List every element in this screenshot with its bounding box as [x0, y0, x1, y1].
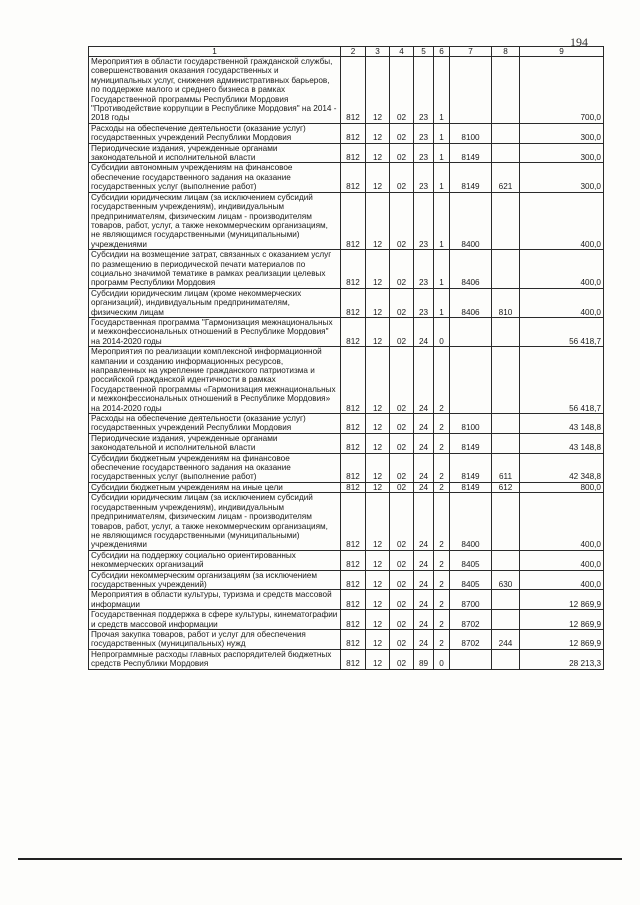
code-target-item: 8700 — [450, 590, 492, 610]
amount: 400,0 — [520, 250, 604, 289]
code-subprogram: 1 — [434, 192, 450, 249]
code-expense-type — [492, 610, 520, 630]
amount: 12 869,9 — [520, 590, 604, 610]
code-subsection: 02 — [390, 250, 414, 289]
code-section: 12 — [366, 57, 390, 124]
amount: 400,0 — [520, 570, 604, 590]
amount: 300,0 — [520, 143, 604, 163]
code-section: 12 — [366, 649, 390, 669]
code-section: 12 — [366, 163, 390, 192]
table-row — [89, 590, 604, 610]
code-target-item — [450, 317, 492, 346]
code-expense-type — [492, 414, 520, 434]
code-program: 24 — [414, 493, 434, 550]
table-row — [89, 317, 604, 346]
code-subprogram: 2 — [434, 347, 450, 414]
code-subprogram: 0 — [434, 317, 450, 346]
code-ministry: 812 — [341, 192, 366, 249]
row-description: Субсидии юридическим лицам (за исключением субсидий государственным учреждениям), индивидуальным предпринимателям, физическим лицам - производителям товаров, работ, услуг, а также некоммерческим организациям, не являющимся государственными (муниципальными) учреждениями — [89, 493, 341, 550]
code-ministry: 812 — [341, 347, 366, 414]
code-program: 23 — [414, 192, 434, 249]
amount: 300,0 — [520, 163, 604, 192]
row-description: Расходы на обеспечение деятельности (оказание услуг) государственных учреждений Республики Мордовия — [89, 414, 341, 434]
amount: 12 869,9 — [520, 629, 604, 649]
code-subsection: 02 — [390, 57, 414, 124]
table-row — [89, 433, 604, 453]
code-section: 12 — [366, 610, 390, 630]
code-subprogram: 2 — [434, 550, 450, 570]
code-ministry: 812 — [341, 610, 366, 630]
column-header: 8 — [492, 47, 520, 57]
code-expense-type: 810 — [492, 288, 520, 317]
code-target-item: 8149 — [450, 453, 492, 482]
row-description: Мероприятия в области культуры, туризма и средств массовой информации — [89, 590, 341, 610]
code-subsection: 02 — [390, 414, 414, 434]
code-subprogram: 2 — [434, 629, 450, 649]
amount: 12 869,9 — [520, 610, 604, 630]
table-row — [89, 629, 604, 649]
code-target-item — [450, 347, 492, 414]
table-row — [89, 414, 604, 434]
row-description: Расходы на обеспечение деятельности (оказание услуг) государственных учреждений Республики Мордовия — [89, 123, 341, 143]
row-description: Прочая закупка товаров, работ и услуг для обеспечения государственных (муниципальных) нужд — [89, 629, 341, 649]
column-header-row — [89, 47, 604, 57]
code-section: 12 — [366, 123, 390, 143]
amount: 56 418,7 — [520, 347, 604, 414]
code-program: 24 — [414, 629, 434, 649]
row-description: Периодические издания, учрежденные органами законодательной и исполнительной власти — [89, 143, 341, 163]
code-subprogram: 2 — [434, 610, 450, 630]
code-expense-type — [492, 433, 520, 453]
code-program: 24 — [414, 414, 434, 434]
code-program: 24 — [414, 610, 434, 630]
code-target-item: 8400 — [450, 493, 492, 550]
code-ministry: 812 — [341, 453, 366, 482]
code-program: 23 — [414, 57, 434, 124]
table-row — [89, 347, 604, 414]
code-ministry: 812 — [341, 163, 366, 192]
code-expense-type — [492, 649, 520, 669]
code-ministry: 812 — [341, 550, 366, 570]
row-description: Субсидии на возмещение затрат, связанных с оказанием услуг по размещению в периодической печати материалов по социально значимой тематике в рамках реализации целевых программ Республики Мордовия — [89, 250, 341, 289]
row-description: Субсидии автономным учреждениям на финансовое обеспечение государственного задания на оказание государственных услуг (выполнение работ) — [89, 163, 341, 192]
code-ministry: 812 — [341, 414, 366, 434]
code-program: 24 — [414, 590, 434, 610]
code-section: 12 — [366, 317, 390, 346]
code-subprogram: 2 — [434, 414, 450, 434]
code-program: 23 — [414, 123, 434, 143]
amount: 400,0 — [520, 192, 604, 249]
code-section: 12 — [366, 347, 390, 414]
code-expense-type — [492, 123, 520, 143]
table-row — [89, 57, 604, 124]
row-description: Субсидии на поддержку социально ориентированных некоммерческих организаций — [89, 550, 341, 570]
code-target-item: 8149 — [450, 143, 492, 163]
code-section: 12 — [366, 493, 390, 550]
code-section: 12 — [366, 550, 390, 570]
row-description: Субсидии юридическим лицам (за исключением субсидий государственным учреждениям), индивидуальным предпринимателям, физическим лицам - производителям товаров, работ, услуг, а также некоммерческим организациям, не являющимся государственными (муниципальными) учреждениями — [89, 192, 341, 249]
code-program: 24 — [414, 550, 434, 570]
code-subsection: 02 — [390, 590, 414, 610]
table-body — [89, 57, 604, 670]
code-expense-type — [492, 57, 520, 124]
code-subsection: 02 — [390, 288, 414, 317]
code-ministry: 812 — [341, 629, 366, 649]
column-header: 9 — [520, 47, 604, 57]
code-section: 12 — [366, 414, 390, 434]
page-number: 194 — [570, 35, 588, 49]
code-program: 24 — [414, 570, 434, 590]
code-ministry: 812 — [341, 57, 366, 124]
code-subsection: 02 — [390, 629, 414, 649]
code-ministry: 812 — [341, 649, 366, 669]
code-program: 24 — [414, 347, 434, 414]
code-section: 12 — [366, 433, 390, 453]
code-program: 24 — [414, 482, 434, 492]
row-description: Субсидии бюджетным учреждениям на финансовое обеспечение государственного задания на оказание государственных услуг (выполнение работ) — [89, 453, 341, 482]
code-subsection: 02 — [390, 163, 414, 192]
code-subprogram: 1 — [434, 288, 450, 317]
code-expense-type: 612 — [492, 482, 520, 492]
code-subprogram: 0 — [434, 649, 450, 669]
code-target-item: 8100 — [450, 414, 492, 434]
code-subsection: 02 — [390, 123, 414, 143]
table-row — [89, 288, 604, 317]
table-row — [89, 163, 604, 192]
code-target-item: 8149 — [450, 482, 492, 492]
column-header: 5 — [414, 47, 434, 57]
column-header: 4 — [390, 47, 414, 57]
code-program: 24 — [414, 317, 434, 346]
amount: 56 418,7 — [520, 317, 604, 346]
table-row — [89, 143, 604, 163]
code-subsection: 02 — [390, 347, 414, 414]
row-description: Мероприятия по реализации комплексной информационной кампании и созданию информационных ресурсов, направленных на укрепление гражданского патриотизма и российской гражданской идентичности в рамках Государственной программы «Гармонизация межнациональных и межконфессиональных отношений в Республике Мордовия» на 2014-2020 годы — [89, 347, 341, 414]
table-row — [89, 649, 604, 669]
code-program: 23 — [414, 250, 434, 289]
column-header: 3 — [366, 47, 390, 57]
amount: 400,0 — [520, 493, 604, 550]
code-expense-type — [492, 493, 520, 550]
code-ministry: 812 — [341, 123, 366, 143]
code-program: 23 — [414, 163, 434, 192]
code-subsection: 02 — [390, 550, 414, 570]
amount: 43 148,8 — [520, 433, 604, 453]
column-header: 1 — [89, 47, 341, 57]
code-subsection: 02 — [390, 453, 414, 482]
code-subprogram: 2 — [434, 433, 450, 453]
code-target-item: 8149 — [450, 433, 492, 453]
code-subsection: 02 — [390, 192, 414, 249]
code-subprogram: 1 — [434, 123, 450, 143]
code-expense-type: 630 — [492, 570, 520, 590]
code-ministry: 812 — [341, 482, 366, 492]
amount: 700,0 — [520, 57, 604, 124]
amount: 43 148,8 — [520, 414, 604, 434]
table-row — [89, 550, 604, 570]
code-target-item: 8405 — [450, 570, 492, 590]
code-subprogram: 1 — [434, 57, 450, 124]
code-ministry: 812 — [341, 250, 366, 289]
row-description: Субсидии некоммерческим организациям (за исключением государственных учреждений) — [89, 570, 341, 590]
code-target-item — [450, 649, 492, 669]
table-row — [89, 493, 604, 550]
code-ministry: 812 — [341, 288, 366, 317]
amount: 400,0 — [520, 288, 604, 317]
code-section: 12 — [366, 629, 390, 649]
code-subprogram: 1 — [434, 163, 450, 192]
code-subprogram: 1 — [434, 143, 450, 163]
code-section: 12 — [366, 482, 390, 492]
code-program: 24 — [414, 433, 434, 453]
table-row — [89, 192, 604, 249]
amount: 800,0 — [520, 482, 604, 492]
code-ministry: 812 — [341, 317, 366, 346]
row-description: Мероприятия в области государственной гражданской службы, совершенствования оказания государственных и муниципальных услуг, снижения административных барьеров, по поддержке малого и среднего бизнеса в рамках Государственной программы Республики Мордовия "Противодействие коррупции в Республике Мордовия" на 2014 - 2018 годы — [89, 57, 341, 124]
table-row — [89, 482, 604, 492]
code-subsection: 02 — [390, 649, 414, 669]
budget-table — [88, 46, 604, 670]
code-subprogram: 1 — [434, 250, 450, 289]
row-description: Непрограммные расходы главных распорядителей бюджетных средств Республики Мордовия — [89, 649, 341, 669]
code-section: 12 — [366, 570, 390, 590]
row-description: Государственная поддержка в сфере культуры, кинематографии и средств массовой информации — [89, 610, 341, 630]
code-subsection: 02 — [390, 482, 414, 492]
column-header: 6 — [434, 47, 450, 57]
code-subprogram: 2 — [434, 453, 450, 482]
code-expense-type: 611 — [492, 453, 520, 482]
amount: 42 348,8 — [520, 453, 604, 482]
column-header: 7 — [450, 47, 492, 57]
code-subprogram: 2 — [434, 590, 450, 610]
code-section: 12 — [366, 250, 390, 289]
table-row — [89, 250, 604, 289]
code-section: 12 — [366, 143, 390, 163]
code-subprogram: 2 — [434, 493, 450, 550]
code-target-item: 8406 — [450, 250, 492, 289]
code-target-item: 8400 — [450, 192, 492, 249]
code-subsection: 02 — [390, 610, 414, 630]
code-target-item: 8702 — [450, 629, 492, 649]
row-description: Периодические издания, учрежденные органами законодательной и исполнительной власти — [89, 433, 341, 453]
row-description: Субсидии бюджетным учреждениям на иные цели — [89, 482, 341, 492]
table-row — [89, 123, 604, 143]
code-subsection: 02 — [390, 317, 414, 346]
table-row — [89, 610, 604, 630]
code-expense-type — [492, 317, 520, 346]
code-target-item: 8100 — [450, 123, 492, 143]
code-expense-type — [492, 347, 520, 414]
code-subsection: 02 — [390, 433, 414, 453]
table-row — [89, 570, 604, 590]
code-expense-type: 244 — [492, 629, 520, 649]
code-program: 24 — [414, 453, 434, 482]
code-ministry: 812 — [341, 590, 366, 610]
code-expense-type — [492, 550, 520, 570]
code-program: 23 — [414, 143, 434, 163]
code-section: 12 — [366, 192, 390, 249]
table-row — [89, 453, 604, 482]
code-target-item: 8149 — [450, 163, 492, 192]
code-program: 89 — [414, 649, 434, 669]
code-subsection: 02 — [390, 143, 414, 163]
amount: 300,0 — [520, 123, 604, 143]
code-expense-type: 621 — [492, 163, 520, 192]
code-section: 12 — [366, 590, 390, 610]
code-program: 23 — [414, 288, 434, 317]
row-description: Субсидии юридическим лицам (кроме некоммерческих организаций), индивидуальным предпринимателям, физическим лицам — [89, 288, 341, 317]
code-subprogram: 2 — [434, 482, 450, 492]
amount: 400,0 — [520, 550, 604, 570]
code-target-item: 8702 — [450, 610, 492, 630]
column-header: 2 — [341, 47, 366, 57]
code-subsection: 02 — [390, 570, 414, 590]
footer-divider — [18, 858, 622, 860]
code-subprogram: 2 — [434, 570, 450, 590]
code-ministry: 812 — [341, 433, 366, 453]
code-expense-type — [492, 143, 520, 163]
code-expense-type — [492, 590, 520, 610]
code-expense-type — [492, 250, 520, 289]
code-target-item — [450, 57, 492, 124]
amount: 28 213,3 — [520, 649, 604, 669]
code-ministry: 812 — [341, 143, 366, 163]
code-subsection: 02 — [390, 493, 414, 550]
row-description: Государственная программа "Гармонизация межнациональных и межконфессиональных отношений в Республике Мордовия" на 2014-2020 годы — [89, 317, 341, 346]
code-target-item: 8406 — [450, 288, 492, 317]
code-expense-type — [492, 192, 520, 249]
code-section: 12 — [366, 453, 390, 482]
code-target-item: 8405 — [450, 550, 492, 570]
code-ministry: 812 — [341, 493, 366, 550]
code-section: 12 — [366, 288, 390, 317]
code-ministry: 812 — [341, 570, 366, 590]
